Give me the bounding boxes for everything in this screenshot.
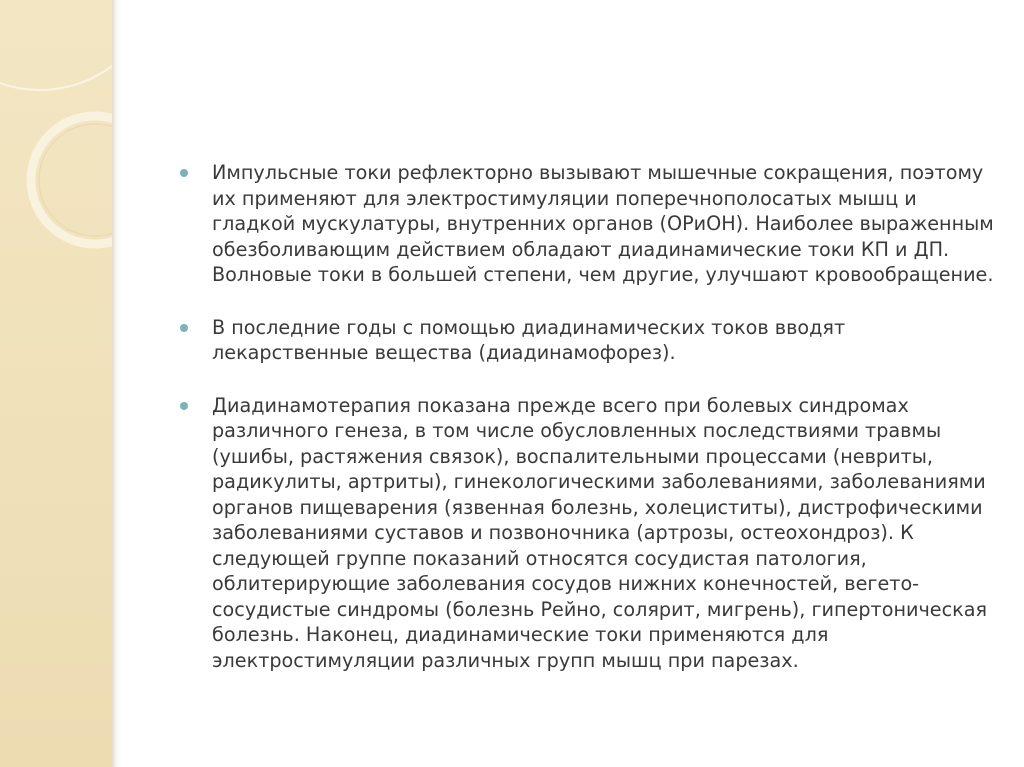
- bullet-list: [180, 160, 995, 700]
- list-item: [180, 160, 995, 288]
- list-item: [180, 315, 995, 366]
- bullet-text: Диадинамотерапия показана прежде всего при болевых синдромах различного генеза, в том числе обусловленных последствиями травмы (ушибы, растяжения связок), воспалительными процессами (невриты, радикулиты, артриты), гинекологическими заболеваниями, заболеваниями органов пищеварения (язвенная болезнь, холециститы), дистрофическими заболеваниями суставов и позвоночника (артрозы, остеохондроз). К следующей группе показаний относятся сосудистая патология, облитерирующие заболевания сосудов нижних конечностей, вегето-сосудистые синдромы (болезнь Рейно, солярит, мигрень), гипертоническая болезнь. Наконец, диадинамические токи применяются для электростимуляции различных групп мышц при парезах.: [212, 393, 988, 672]
- bullet-dot-icon: [180, 324, 188, 332]
- decorative-rings-icon: [0, 0, 112, 767]
- list-item: [180, 393, 995, 674]
- bullet-dot-icon: [180, 169, 188, 177]
- bullet-dot-icon: [180, 402, 188, 410]
- bullet-text: В последние годы с помощью диадинамических токов вводят лекарственные вещества (диадинамофорез).: [212, 315, 846, 364]
- sidebar-shadow: [112, 0, 122, 767]
- decorative-sidebar: [0, 0, 112, 767]
- bullet-text: Импульсные токи рефлекторно вызывают мышечные сокращения, поэтому их применяют для электростимуляции поперечнополосатых мышц и гладкой мускулатуры, внутренних органов (ОРиОН). Наиболее выраженным обезболивающим действием обладают диадинамические токи КП и ДП. Волновые токи в большей степени, чем другие, улучшают кровообращение.: [212, 161, 994, 286]
